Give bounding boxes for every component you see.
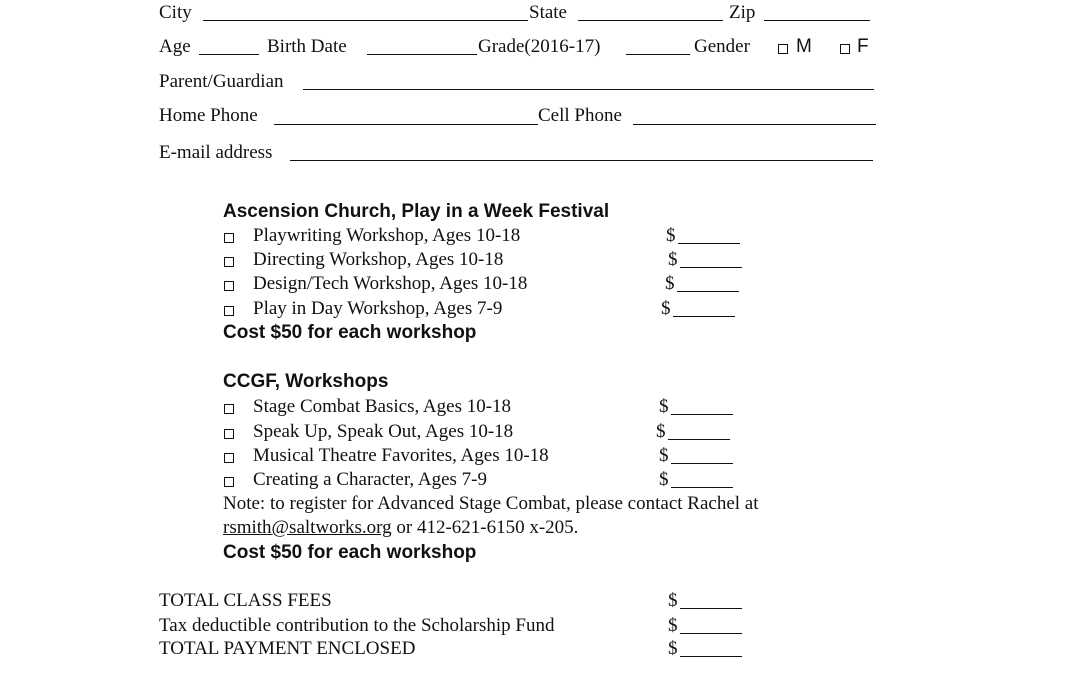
gender-female-checkbox[interactable]	[840, 44, 850, 54]
parent-field[interactable]	[303, 89, 874, 90]
gender-female-label: F	[857, 36, 869, 57]
dollar-sign: $	[661, 298, 671, 319]
amount-field[interactable]	[680, 267, 742, 268]
festival-item: Play in Day Workshop, Ages 7-9	[253, 298, 503, 319]
state-field[interactable]	[578, 20, 723, 21]
ccgf-item: Musical Theatre Favorites, Ages 10-18	[253, 445, 549, 466]
ccgf-checkbox[interactable]	[224, 404, 234, 414]
festival-cost: Cost $50 for each workshop	[223, 322, 477, 343]
ccgf-note: Note: to register for Advanced Stage Combat, please contact Rachel at	[223, 493, 759, 514]
festival-item: Design/Tech Workshop, Ages 10-18	[253, 273, 528, 294]
zip-label: Zip	[729, 2, 756, 23]
total-class-fees-field[interactable]	[680, 608, 742, 609]
contact-phone: or 412-621-6150 x-205.	[391, 517, 579, 538]
home-phone-label: Home Phone	[159, 105, 258, 126]
amount-field[interactable]	[671, 463, 733, 464]
amount-field[interactable]	[668, 439, 730, 440]
total-payment-field[interactable]	[680, 656, 742, 657]
ccgf-heading: CCGF, Workshops	[223, 371, 389, 392]
grade-field[interactable]	[626, 54, 690, 55]
birth-date-label: Birth Date	[267, 36, 347, 57]
state-label: State	[529, 2, 567, 23]
amount-field[interactable]	[671, 487, 733, 488]
festival-item: Directing Workshop, Ages 10-18	[253, 249, 504, 270]
dollar-sign: $	[656, 421, 666, 442]
dollar-sign: $	[668, 615, 678, 636]
dollar-sign: $	[659, 469, 669, 490]
ccgf-cost: Cost $50 for each workshop	[223, 542, 477, 563]
parent-label: Parent/Guardian	[159, 71, 284, 92]
festival-heading: Ascension Church, Play in a Week Festival	[223, 201, 610, 222]
dollar-sign: $	[668, 590, 678, 611]
dollar-sign: $	[659, 396, 669, 417]
amount-field[interactable]	[671, 414, 733, 415]
gender-male-checkbox[interactable]	[778, 44, 788, 54]
gender-male-label: M	[796, 36, 812, 57]
zip-field[interactable]	[764, 20, 870, 21]
grade-label: Grade(2016-17)	[478, 36, 601, 57]
ccgf-item: Stage Combat Basics, Ages 10-18	[253, 396, 512, 417]
total-payment-label: TOTAL PAYMENT ENCLOSED	[159, 638, 416, 659]
amount-field[interactable]	[678, 243, 740, 244]
contribution-label: Tax deductible contribution to the Scholarship Fund	[159, 615, 555, 636]
age-label: Age	[159, 36, 191, 57]
dollar-sign: $	[659, 445, 669, 466]
dollar-sign: $	[666, 225, 676, 246]
ccgf-note-contact	[223, 517, 578, 539]
amount-field[interactable]	[673, 316, 735, 317]
ccgf-checkbox[interactable]	[224, 453, 234, 463]
contribution-field[interactable]	[680, 633, 742, 634]
gender-label: Gender	[694, 36, 750, 57]
email-label: E-mail address	[159, 142, 273, 163]
ccgf-item: Creating a Character, Ages 7-9	[253, 469, 488, 490]
cell-phone-label: Cell Phone	[538, 105, 622, 126]
cell-phone-field[interactable]	[633, 124, 876, 125]
dollar-sign: $	[668, 249, 678, 270]
ccgf-checkbox[interactable]	[224, 429, 234, 439]
festival-checkbox[interactable]	[224, 233, 234, 243]
amount-field[interactable]	[677, 291, 739, 292]
email-field[interactable]	[290, 160, 873, 161]
total-class-fees-label: TOTAL CLASS FEES	[159, 590, 332, 611]
ccgf-item: Speak Up, Speak Out, Ages 10-18	[253, 421, 514, 442]
dollar-sign: $	[668, 638, 678, 659]
festival-checkbox[interactable]	[224, 306, 234, 316]
city-field[interactable]	[203, 20, 528, 21]
ccgf-checkbox[interactable]	[224, 477, 234, 487]
festival-checkbox[interactable]	[224, 257, 234, 267]
festival-checkbox[interactable]	[224, 281, 234, 291]
birth-date-field[interactable]	[367, 54, 477, 55]
home-phone-field[interactable]	[274, 124, 538, 125]
age-field[interactable]	[199, 54, 259, 55]
dollar-sign: $	[665, 273, 675, 294]
festival-item: Playwriting Workshop, Ages 10-18	[253, 225, 521, 246]
city-label: City	[159, 2, 192, 23]
contact-email-link[interactable]: rsmith@saltworks.org	[223, 517, 392, 538]
